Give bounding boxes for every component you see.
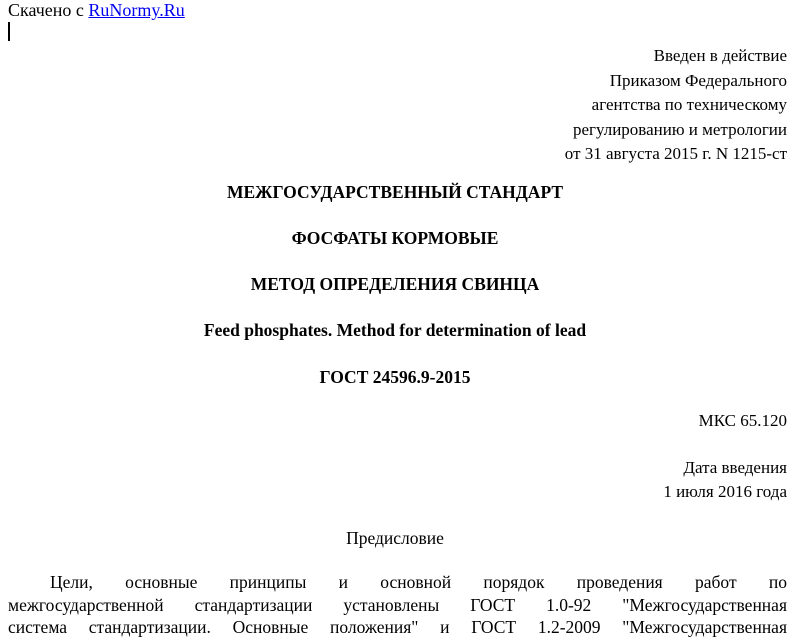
document-subtitle: МЕТОД ОПРЕДЕЛЕНИЯ СВИНЦА	[250, 274, 540, 294]
text-cursor	[8, 22, 10, 41]
source-prefix: Скачено с	[8, 0, 84, 20]
source-attribution	[8, 0, 185, 20]
paragraph-line: система стандартизации. Основные положения" и ГОСТ 1.2-2009 "Межгосударственная	[8, 617, 787, 637]
gost-number: ГОСТ 24596.9-2015	[319, 367, 471, 387]
preface-paragraph	[8, 571, 787, 639]
preface-title: Предисловие	[346, 528, 444, 548]
document-title: ФОСФАТЫ КОРМОВЫЕ	[291, 228, 499, 248]
decree-block	[565, 44, 787, 167]
mks-code: МКС 65.120	[698, 411, 787, 430]
standard-type: МЕЖГОСУДАРСТВЕННЫЙ СТАНДАРТ	[226, 182, 564, 202]
decree-line: от 31 августа 2015 г. N 1215-ст	[564, 144, 787, 163]
decree-line: Введен в действие	[653, 46, 787, 65]
paragraph-line: межгосударственной стандартизации установлены ГОСТ 1.0-92 "Межгосударственная	[8, 594, 787, 615]
paragraph-line: Цели, основные принципы и основной порядок проведения работ по	[50, 572, 787, 592]
intro-date: 1 июля 2016 года	[663, 482, 787, 501]
decree-line: регулированию и метрологии	[572, 119, 787, 139]
decree-line: Приказом Федерального	[609, 70, 787, 90]
intro-date-label: Дата введения	[683, 458, 787, 477]
source-link[interactable]: RuNormy.Ru	[88, 0, 185, 20]
decree-line: агентства по техническому	[591, 95, 787, 114]
english-title: Feed phosphates. Method for determination of lead	[203, 320, 587, 340]
